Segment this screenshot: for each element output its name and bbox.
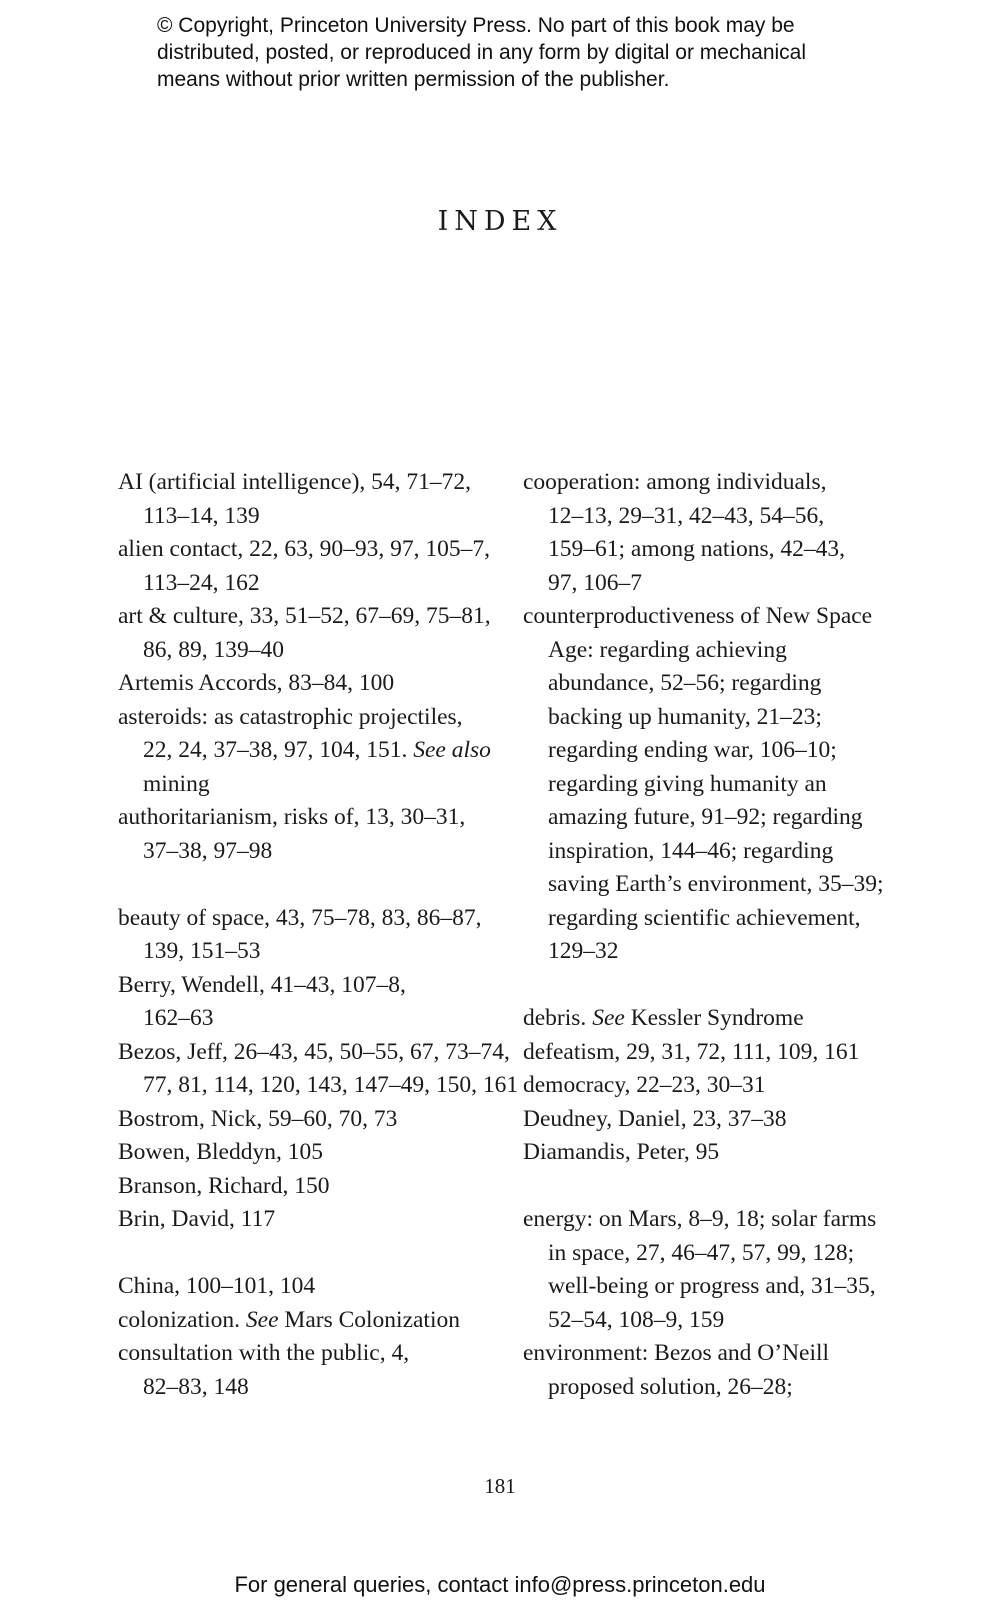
letter-group-gap	[118, 1237, 498, 1271]
index-entry-line: colonization. See Mars Colonization	[118, 1306, 460, 1333]
index-entry	[523, 1002, 883, 1036]
index-entry-line: 162–63	[143, 1005, 214, 1031]
index-entry-line: regarding scientific achievement,	[548, 904, 861, 931]
footer-contact: For general queries, contact info@press.princeton.edu	[234, 1572, 766, 1597]
index-entry-line: environment: Bezos and O’Neill	[523, 1340, 830, 1366]
index-entry-line: Artemis Accords, 83–84, 100	[118, 670, 395, 696]
index-entry-line: Age: regarding achieving	[548, 636, 787, 663]
page-title: INDEX	[437, 206, 563, 237]
index-entry	[118, 1270, 498, 1304]
index-entry	[118, 1304, 498, 1338]
index-entry	[118, 466, 498, 533]
index-entry-line: Bostrom, Nick, 59–60, 70, 73	[118, 1105, 398, 1132]
index-entry	[523, 1069, 883, 1103]
index-entry-line: 22, 24, 37–38, 97, 104, 151. See also	[143, 737, 491, 763]
index-entry-line: inspiration, 144–46; regarding	[548, 837, 834, 864]
index-entry-line: beauty of space, 43, 75–78, 83, 86–87,	[118, 904, 482, 931]
index-column-right	[523, 466, 883, 1404]
index-entry-line: 159–61; among nations, 42–43,	[548, 536, 845, 562]
index-entry-line: Brin, David, 117	[118, 1206, 276, 1232]
index-entry-line: mining	[143, 770, 210, 797]
index-entry	[523, 1103, 883, 1137]
index-entry	[118, 533, 498, 600]
index-entry-line: 97, 106–7	[548, 569, 642, 596]
page-number: 181	[484, 1474, 516, 1498]
index-entry-line: 129–32	[548, 938, 619, 964]
index-entry-line: alien contact, 22, 63, 90–93, 97, 105–7,	[118, 536, 491, 562]
letter-group-gap	[118, 868, 498, 902]
index-entry-line: Bezos, Jeff, 26–43, 45, 50–55, 67, 73–74,	[118, 1038, 510, 1065]
index-entry-line: backing up humanity, 21–23;	[548, 703, 822, 730]
index-entry-line: asteroids: as catastrophic projectiles,	[118, 703, 463, 730]
index-entry	[523, 600, 883, 969]
index-entry-line: 139, 151–53	[143, 938, 261, 964]
copyright-line: distributed, posted, or reproduced in any form by digital or mechanical	[157, 41, 807, 64]
index-entry-line: 113–14, 139	[143, 502, 260, 529]
index-entry	[118, 667, 498, 701]
copyright-line: © Copyright, Princeton University Press. No part of this book may be	[157, 14, 795, 37]
index-entry	[118, 1136, 498, 1170]
index-entry-line: amazing future, 91–92; regarding	[548, 804, 863, 830]
index-entry	[118, 1103, 498, 1137]
index-entry	[523, 1337, 883, 1404]
index-entry-line: art & culture, 33, 51–52, 67–69, 75–81,	[118, 603, 491, 629]
letter-group-gap	[523, 969, 883, 1003]
letter-group-gap	[523, 1170, 883, 1204]
index-entry-line: AI (artificial intelligence), 54, 71–72,	[118, 469, 472, 495]
index-entry-line: 113–24, 162	[143, 569, 260, 596]
index-entry	[118, 600, 498, 667]
index-entry-line: proposed solution, 26–28;	[548, 1373, 793, 1400]
index-entry-line: saving Earth’s environment, 35–39;	[548, 871, 884, 897]
index-entry-line: 52–54, 108–9, 159	[548, 1306, 725, 1333]
index-entry-line: 12–13, 29–31, 42–43, 54–56,	[548, 502, 825, 529]
index-entry-line: consultation with the public, 4,	[118, 1340, 410, 1366]
index-entry	[118, 701, 498, 802]
index-entry-line: defeatism, 29, 31, 72, 111, 109, 161	[523, 1038, 860, 1065]
index-entry	[118, 1036, 519, 1103]
index-entry-line: Branson, Richard, 150	[118, 1172, 330, 1199]
index-entry	[118, 1170, 498, 1204]
index-entry	[118, 1203, 498, 1237]
index-entry-line: Diamandis, Peter, 95	[523, 1139, 720, 1165]
copyright-line: means without prior written permission of the publisher.	[157, 68, 670, 91]
index-entry	[523, 466, 883, 600]
index-entry-line: cooperation: among individuals,	[523, 469, 827, 495]
index-entry	[118, 1337, 498, 1404]
index-entry	[523, 1136, 883, 1170]
index-entry	[523, 1036, 883, 1070]
see-also-reference: See also	[413, 737, 491, 763]
index-entry-line: Bowen, Bleddyn, 105	[118, 1139, 323, 1165]
index-entry-line: abundance, 52–56; regarding	[548, 670, 822, 696]
index-entry	[118, 902, 498, 969]
index-entry-line: regarding ending war, 106–10;	[548, 737, 837, 763]
index-entry-line: China, 100–101, 104	[118, 1273, 316, 1299]
index-entry	[118, 801, 498, 868]
index-entry-line: debris. See Kessler Syndrome	[523, 1005, 804, 1031]
index-entry-line: Deudney, Daniel, 23, 37–38	[523, 1105, 787, 1132]
index-entry	[523, 1203, 883, 1337]
index-entry-line: authoritarianism, risks of, 13, 30–31,	[118, 804, 466, 830]
index-entry-line: Berry, Wendell, 41–43, 107–8,	[118, 971, 406, 998]
index-entry-line: energy: on Mars, 8–9, 18; solar farms	[523, 1206, 877, 1232]
index-entry-line: regarding giving humanity an	[548, 770, 827, 797]
index-entry-line: 77, 81, 114, 120, 143, 147–49, 150, 161	[143, 1072, 519, 1098]
see-reference: See	[592, 1005, 625, 1031]
copyright-notice	[157, 12, 877, 93]
see-reference: See	[245, 1306, 279, 1333]
index-column-left	[118, 466, 519, 1404]
index-entry-line: well-being or progress and, 31–35,	[548, 1273, 876, 1299]
index-entry-line: 82–83, 148	[143, 1373, 249, 1400]
index-entry-line: democracy, 22–23, 30–31	[523, 1072, 766, 1098]
index-entry-line: counterproductiveness of New Space	[523, 603, 873, 629]
index-entry-line: 86, 89, 139–40	[143, 636, 284, 663]
index-entry	[118, 969, 498, 1036]
index-entry-line: 37–38, 97–98	[143, 837, 273, 864]
index-entry-line: in space, 27, 46–47, 57, 99, 128;	[548, 1239, 855, 1266]
